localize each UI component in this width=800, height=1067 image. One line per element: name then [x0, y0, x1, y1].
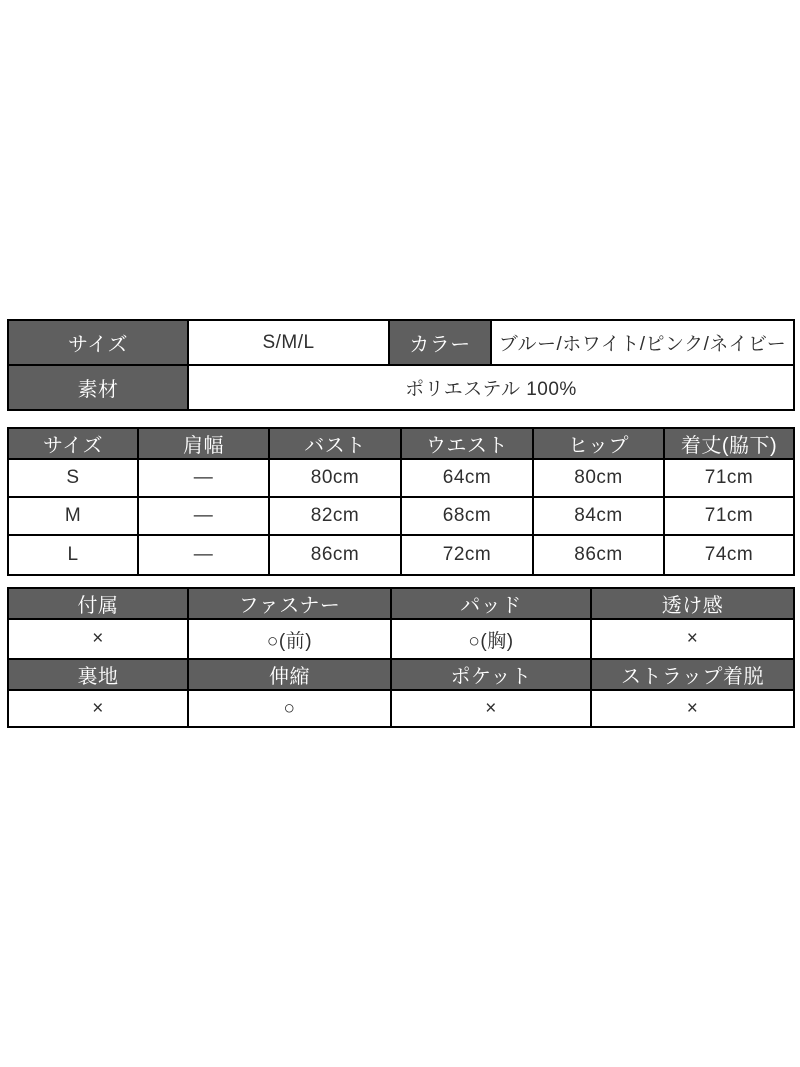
- value-cell: ○(前): [188, 619, 391, 659]
- value-cell: 64cm: [401, 459, 533, 497]
- value-cell: ×: [591, 690, 794, 727]
- value-cell: 72cm: [401, 535, 533, 575]
- value-cell: ―: [138, 497, 269, 535]
- table-row: [8, 588, 794, 619]
- value-cell: S/M/L: [188, 320, 389, 365]
- size-color-material-table: [7, 319, 795, 411]
- header-cell: ポケット: [391, 659, 591, 690]
- value-cell: 82cm: [269, 497, 401, 535]
- table-row: [8, 690, 794, 727]
- table-row: [8, 365, 794, 410]
- table-row: [8, 320, 794, 365]
- header-cell: ストラップ着脱: [591, 659, 794, 690]
- value-cell: ―: [138, 459, 269, 497]
- value-cell: 68cm: [401, 497, 533, 535]
- header-cell: サイズ: [8, 428, 138, 459]
- features-table: [7, 587, 795, 728]
- value-cell: 86cm: [269, 535, 401, 575]
- header-cell: ヒップ: [533, 428, 664, 459]
- table-row: [8, 459, 794, 497]
- table-row: [8, 659, 794, 690]
- header-cell: 透け感: [591, 588, 794, 619]
- header-cell: 裏地: [8, 659, 188, 690]
- value-cell: 74cm: [664, 535, 794, 575]
- value-cell: ポリエステル 100%: [188, 365, 794, 410]
- value-cell: ×: [8, 690, 188, 727]
- value-cell: ×: [591, 619, 794, 659]
- product-spec-sheet: [7, 319, 793, 728]
- header-cell: カラー: [389, 320, 491, 365]
- value-cell: 80cm: [533, 459, 664, 497]
- header-cell: バスト: [269, 428, 401, 459]
- value-cell: ○: [188, 690, 391, 727]
- value-cell: S: [8, 459, 138, 497]
- value-cell: ブルー/ホワイト/ピンク/ネイビー: [491, 320, 794, 365]
- table-row: [8, 535, 794, 575]
- table-row: [8, 619, 794, 659]
- header-cell: 付属: [8, 588, 188, 619]
- table-row: [8, 428, 794, 459]
- header-cell: 肩幅: [138, 428, 269, 459]
- value-cell: M: [8, 497, 138, 535]
- header-cell: 伸縮: [188, 659, 391, 690]
- table-row: [8, 497, 794, 535]
- value-cell: L: [8, 535, 138, 575]
- value-cell: ×: [8, 619, 188, 659]
- value-cell: ―: [138, 535, 269, 575]
- value-cell: 86cm: [533, 535, 664, 575]
- header-cell: サイズ: [8, 320, 188, 365]
- value-cell: ○(胸): [391, 619, 591, 659]
- header-cell: パッド: [391, 588, 591, 619]
- header-cell: ファスナー: [188, 588, 391, 619]
- header-cell: ウエスト: [401, 428, 533, 459]
- value-cell: 80cm: [269, 459, 401, 497]
- header-cell: 着丈(脇下): [664, 428, 794, 459]
- size-measurements-table: [7, 427, 795, 576]
- value-cell: 71cm: [664, 459, 794, 497]
- value-cell: ×: [391, 690, 591, 727]
- value-cell: 71cm: [664, 497, 794, 535]
- value-cell: 84cm: [533, 497, 664, 535]
- header-cell: 素材: [8, 365, 188, 410]
